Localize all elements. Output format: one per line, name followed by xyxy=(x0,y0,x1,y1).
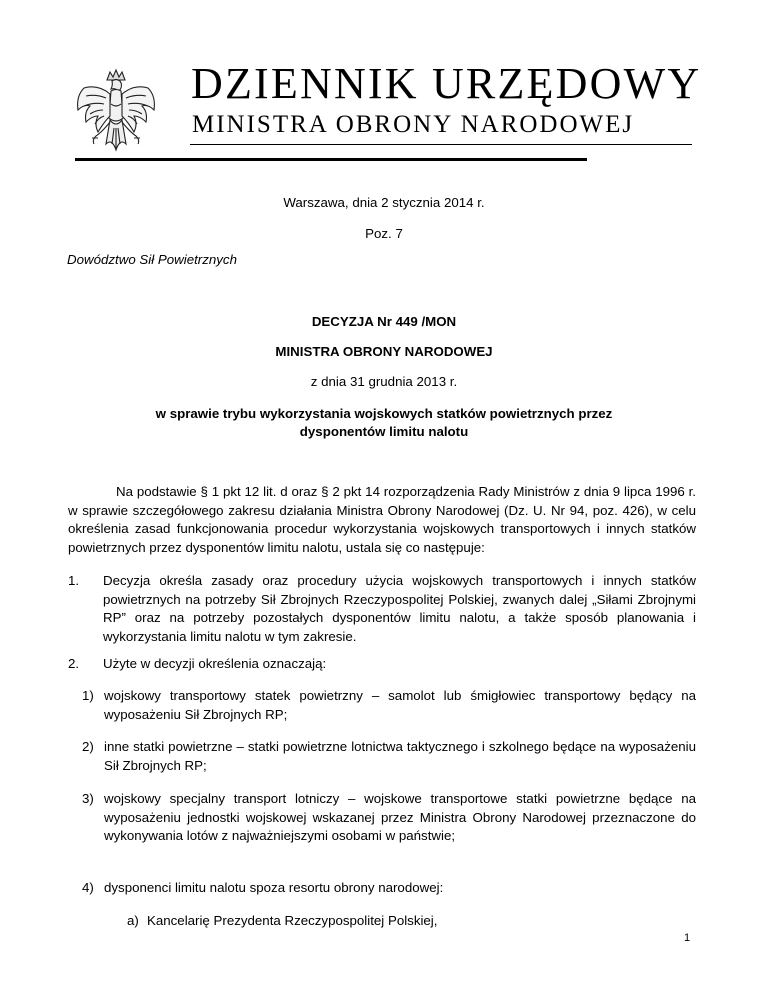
numbered-item xyxy=(68,572,696,646)
item-text: Użyte w decyzji określenia oznaczają: xyxy=(103,656,327,671)
definition-text: wojskowy specjalny transport lotniczy – wojskowe transportowe statki powietrzne będące na wyposażeniu jednostki wojskowej wskazanej przez Ministra Obrony Narodowej przeznaczone do wykonywania lotów z najważniejszymi osobami w państwie; xyxy=(104,791,696,844)
lettered-item xyxy=(127,912,437,931)
decision-subject xyxy=(0,405,768,441)
definition-text: wojskowy transportowy statek powietrzny – samolot lub śmigłowiec transportowy będący na wyposażeniu Sił Zbrojnych RP; xyxy=(104,688,696,722)
definition-item xyxy=(82,790,696,846)
definition-number: 1) xyxy=(82,688,94,703)
header-rule-thin xyxy=(190,144,692,145)
journal-subtitle: MINISTRA OBRONY NARODOWEJ xyxy=(192,111,635,138)
definition-text: inne statki powietrzne – statki powietrzne lotnictwa taktycznego i szkolnego będące na wyposażeniu Sił Zbrojnych RP; xyxy=(104,739,696,773)
definition-item xyxy=(82,879,696,898)
letter-marker: a) xyxy=(127,913,139,928)
journal-title: DZIENNIK URZĘDOWY xyxy=(191,59,702,108)
item-text: Decyzja określa zasady oraz procedury użycia wojskowych transportowych i innych statków powietrznych na potrzeby Sił Zbrojnych Rzeczypospolitej Polskiej, zwanych dalej „Siłami Zbrojnymi RP” oraz na potrzeby pozostałych dysponentów limitu nalotu, a także sposób planowania i wykorzystania limitu nalotu w tym zakresie. xyxy=(103,573,696,644)
definition-number: 4) xyxy=(82,880,94,895)
header-rule-thick xyxy=(75,158,587,161)
definition-item xyxy=(82,738,696,775)
item-number: 1. xyxy=(68,573,80,588)
subject-line-1: w sprawie trybu wykorzystania wojskowych statków powietrznych przez xyxy=(155,406,613,421)
issuing-body: Dowództwo Sił Powietrznych xyxy=(67,252,237,267)
definition-number: 2) xyxy=(82,739,94,754)
definition-item xyxy=(82,687,696,724)
ministry-name: MINISTRA OBRONY NARODOWEJ xyxy=(275,344,493,359)
position-number: Poz. 7 xyxy=(365,226,403,241)
page-number: 1 xyxy=(684,932,691,944)
numbered-item xyxy=(68,655,696,674)
definition-text: dysponenci limitu nalotu spoza resortu obrony narodowej: xyxy=(104,880,444,895)
item-number: 2. xyxy=(68,656,80,671)
subject-line-2: dysponentów limitu nalotu xyxy=(299,424,469,439)
decision-number: DECYZJA Nr 449 /MON xyxy=(311,314,457,329)
lettered-text: Kancelarię Prezydenta Rzeczypospolitej Polskiej, xyxy=(147,913,438,928)
publication-date: Warszawa, dnia 2 stycznia 2014 r. xyxy=(283,195,485,210)
preamble-paragraph: Na podstawie § 1 pkt 12 lit. d oraz § 2 pkt 14 rozporządzenia Rady Ministrów z dnia 9 lipca 1996 r. w sprawie szczegółowego zakresu działania Ministra Obrony Narodowej (Dz. U. Nr 94, poz. 426), w celu określenia zasad funkcjonowania procedur wykorzystania wojskowych transportowych i innych statków powietrznych przez dysponentów limitu nalotu, ustala się co następuje: xyxy=(68,484,696,555)
definition-number: 3) xyxy=(82,791,94,806)
polish-eagle-icon xyxy=(70,66,162,162)
decision-date: z dnia 31 grudnia 2013 r. xyxy=(310,374,458,389)
